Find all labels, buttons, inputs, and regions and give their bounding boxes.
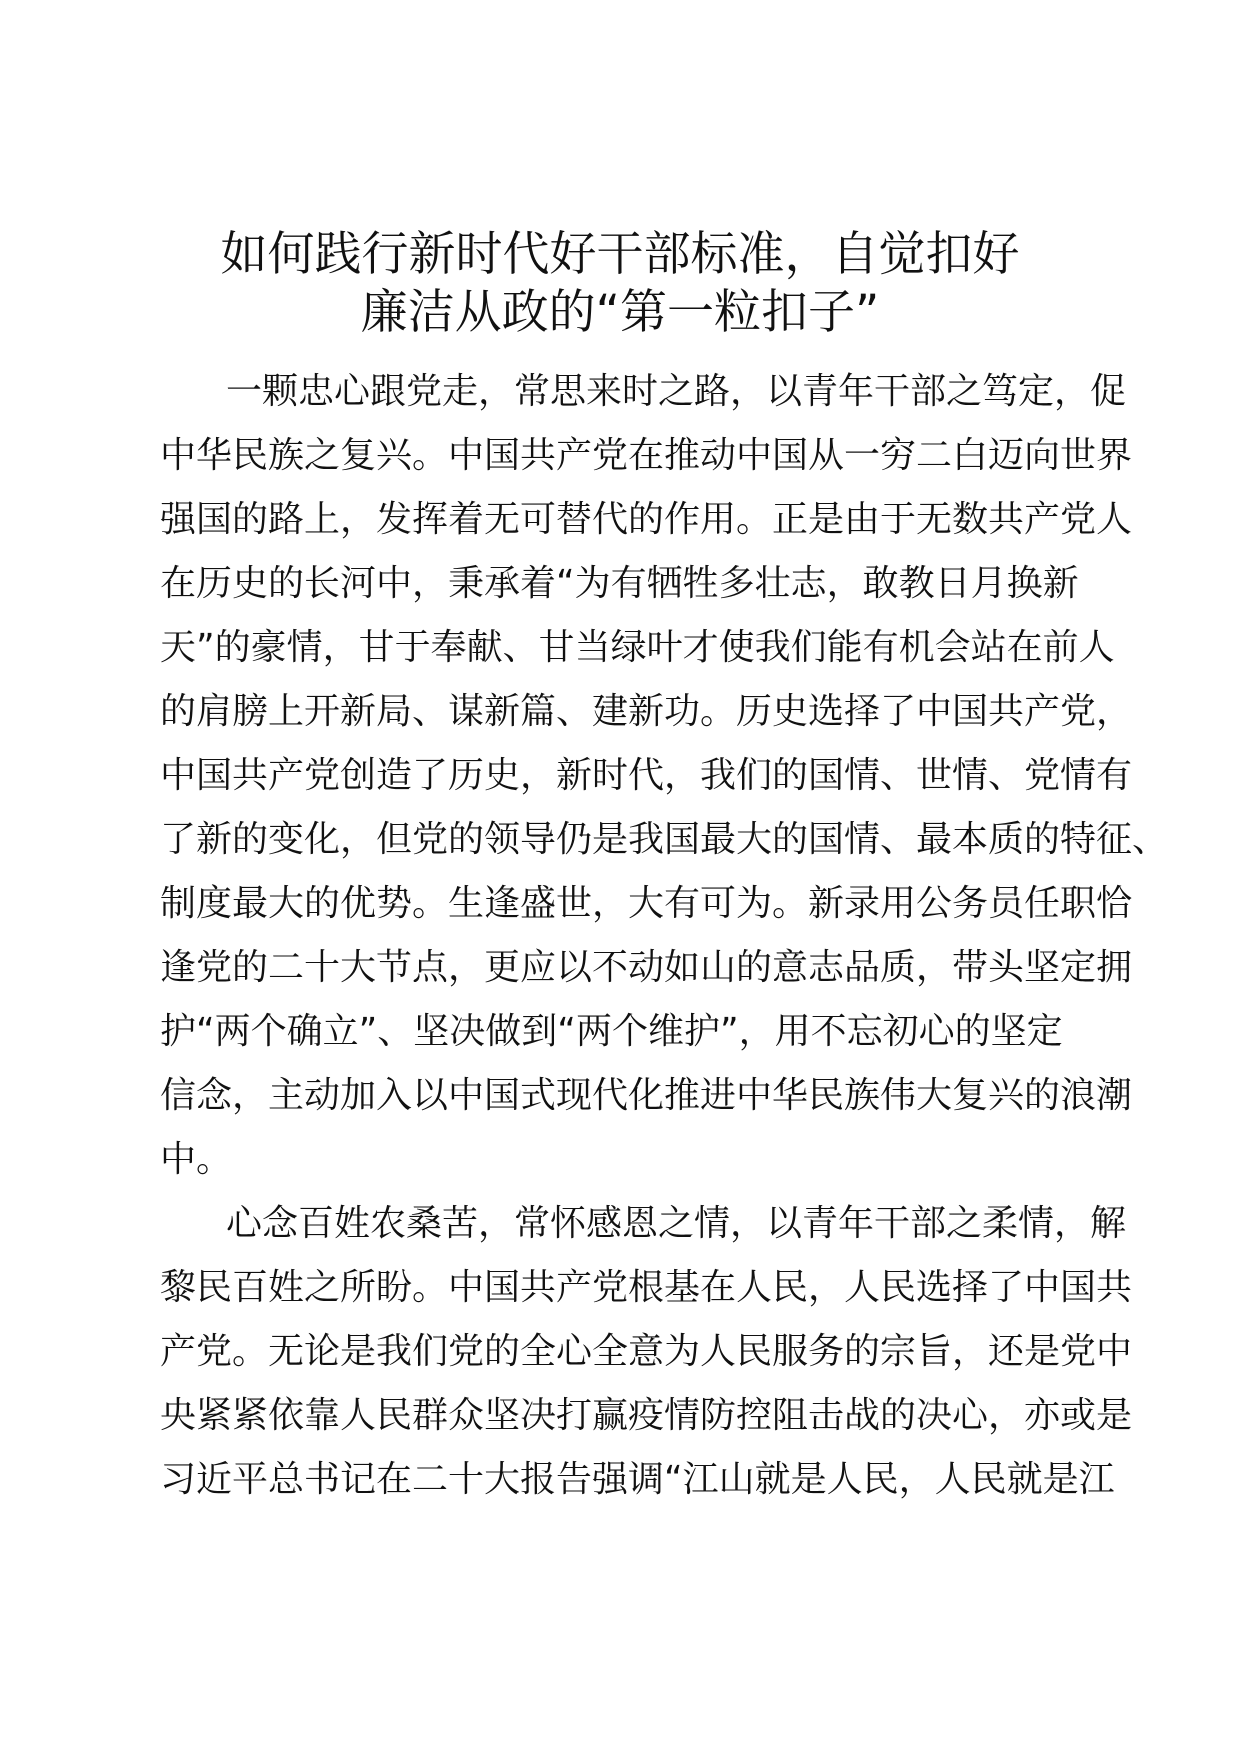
paragraph-line: 的肩膀上开新局、谋新篇、建新功。历史选择了中国共产党， — [160, 691, 1133, 732]
paragraph-line: 中华民族之复兴。中国共产党在推动中国从一穷二白迈向世界 — [160, 435, 1133, 476]
paragraph-line: 黎民百姓之所盼。中国共产党根基在人民，人民选择了中国共 — [160, 1267, 1133, 1308]
paragraph-line: 天”的豪情，甘于奉献、甘当绿叶才使我们能有机会站在前人 — [160, 627, 1115, 668]
paragraph-line: 护“两个确立”、坚决做到“两个维护”，用不忘初心的坚定 — [160, 1011, 1063, 1052]
paragraph-line: 一颗忠心跟党走，常思来时之路，以青年干部之笃定，促 — [226, 371, 1127, 412]
paragraph-line: 信念，主动加入以中国式现代化推进中华民族伟大复兴的浪潮 — [160, 1075, 1133, 1116]
paragraph-line: 在历史的长河中，秉承着“为有牺牲多壮志，敢教日月换新 — [160, 563, 1079, 604]
title-line-1: 如何践行新时代好干部标准，自觉扣好 — [220, 227, 1020, 282]
paragraph-line: 中国共产党创造了历史，新时代，我们的国情、世情、党情有 — [160, 755, 1133, 796]
paragraph-2 — [160, 1192, 1133, 1512]
paragraph-line: 产党。无论是我们党的全心全意为人民服务的宗旨，还是党中 — [160, 1331, 1133, 1372]
paragraph-line: 逢党的二十大节点，更应以不动如山的意志品质，带头坚定拥 — [160, 947, 1133, 988]
title-line-2: 廉洁从政的“第一粒扣子” — [360, 285, 880, 340]
paragraph-line: 心念百姓农桑苦，常怀感恩之情，以青年干部之柔情，解 — [226, 1203, 1127, 1244]
document-title — [160, 226, 1080, 342]
paragraph-1 — [160, 360, 1169, 1192]
paragraph-line: 央紧紧依靠人民群众坚决打赢疫情防控阻击战的决心，亦或是 — [160, 1395, 1133, 1436]
paragraph-line: 制度最大的优势。生逢盛世，大有可为。新录用公务员任职恰 — [160, 883, 1133, 924]
paragraph-line: 习近平总书记在二十大报告强调“江山就是人民，人民就是江 — [160, 1459, 1115, 1500]
paragraph-line: 中。 — [160, 1139, 233, 1180]
paragraph-line: 了新的变化，但党的领导仍是我国最大的国情、最本质的特征、 — [160, 819, 1169, 860]
document-body — [160, 360, 1169, 1512]
paragraph-line: 强国的路上，发挥着无可替代的作用。正是由于无数共产党人 — [160, 499, 1133, 540]
